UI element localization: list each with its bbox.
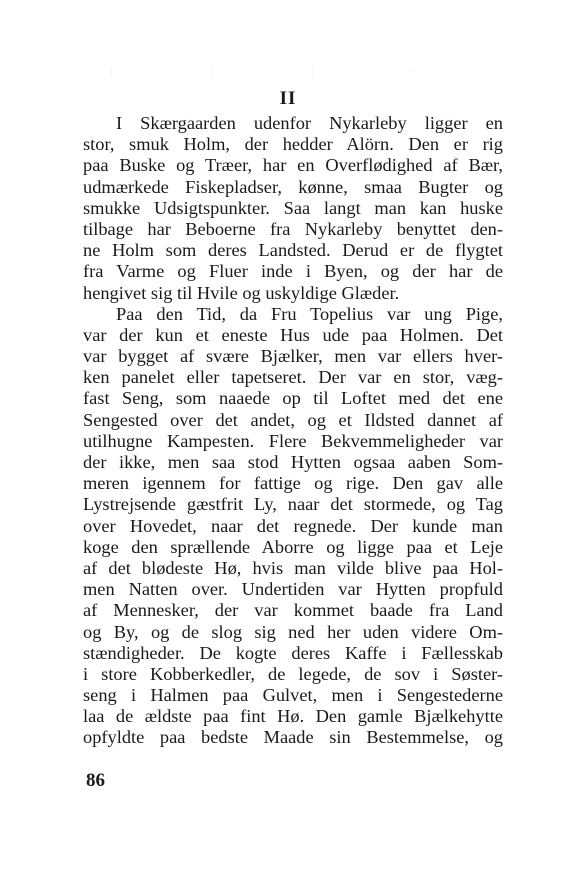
text-line: var bygget af svære Bjælker, men var ellers hver-	[83, 346, 503, 367]
text-line: Sengested over det andet, og et Ildsted dannet af	[83, 409, 503, 430]
text-line: koge den sprællende Aborre og ligge paa et Leje	[83, 536, 503, 557]
text-line: I Skærgaarden udenfor Nykarleby ligger en	[116, 113, 503, 133]
text-line: paa Buske og Træer, har en Overflødighed af Bær,	[83, 155, 503, 176]
text-line: hengivet sig til Hvile og uskyldige Glæder.	[83, 282, 400, 303]
text-line: stor, smuk Holm, der hedder Alörn. Den er rig	[83, 134, 503, 155]
text-line: smukke Udsigtspunkter. Saa langt man kan huske	[83, 197, 503, 218]
text-line: over Hovedet, naar det regnede. Der kunde man	[83, 515, 503, 536]
text-line: i store Kobberkedler, de legede, de sov i Søster-	[83, 663, 503, 684]
text-line: fast Seng, som naaede op til Loftet med det ene	[83, 388, 503, 409]
text-line: udmærkede Fiskepladser, kønne, smaa Bugter og	[83, 176, 503, 197]
text-line: Lystrejsende gæstfrit Ly, naar det stormede, og Tag	[83, 494, 503, 515]
text-line: laa de ældste paa fint Hø. Den gamle Bjælkehytte	[83, 706, 503, 727]
text-line: var der kun et eneste Hus ude paa Holmen. Det	[83, 324, 503, 345]
text-line: tilbage har Beboerne fra Nykarleby benyttet den-	[83, 218, 503, 239]
text-line: Paa den Tid, da Fru Topelius var ung Pige,	[116, 303, 503, 324]
text-line: utilhugne Kampesten. Flere Bekvemmeligheder var	[83, 430, 503, 451]
text-line: meren igennem for fattige og rige. Den gav alle	[83, 473, 503, 494]
body-text	[83, 113, 503, 749]
text-line: stændigheder. De kogte deres Kaffe i Fællesskab	[83, 642, 503, 663]
text-line: seng i Halmen paa Gulvet, men i Sengestederne	[83, 685, 503, 706]
text-line: der ikke, men saa stod Hytten ogsaa aaben Som-	[83, 452, 503, 472]
chapter-heading: II	[279, 88, 297, 109]
faint-marks: · · · · · · ·	[110, 66, 463, 79]
text-line: af Mennesker, der var kommet baade fra Land	[83, 600, 503, 621]
text-line: opfyldte paa bedste Maade sin Bestemmelse, og	[83, 727, 503, 748]
text-line: og By, og de slog sig ned her uden videre Om-	[83, 621, 503, 642]
text-line: fra Varme og Fluer inde i Byen, og der har de	[83, 261, 503, 282]
page-number: 86	[86, 770, 105, 791]
text-line: ken panelet eller tapetseret. Der var en stor, væg-	[83, 367, 503, 388]
text-line: ne Holm som deres Landsted. Derud er de flygtet	[83, 240, 503, 261]
text-line: af det blødeste Hø, hvis man vilde blive paa Hol-	[83, 557, 503, 578]
text-line: men Natten over. Undertiden var Hytten propfuld	[83, 579, 503, 600]
